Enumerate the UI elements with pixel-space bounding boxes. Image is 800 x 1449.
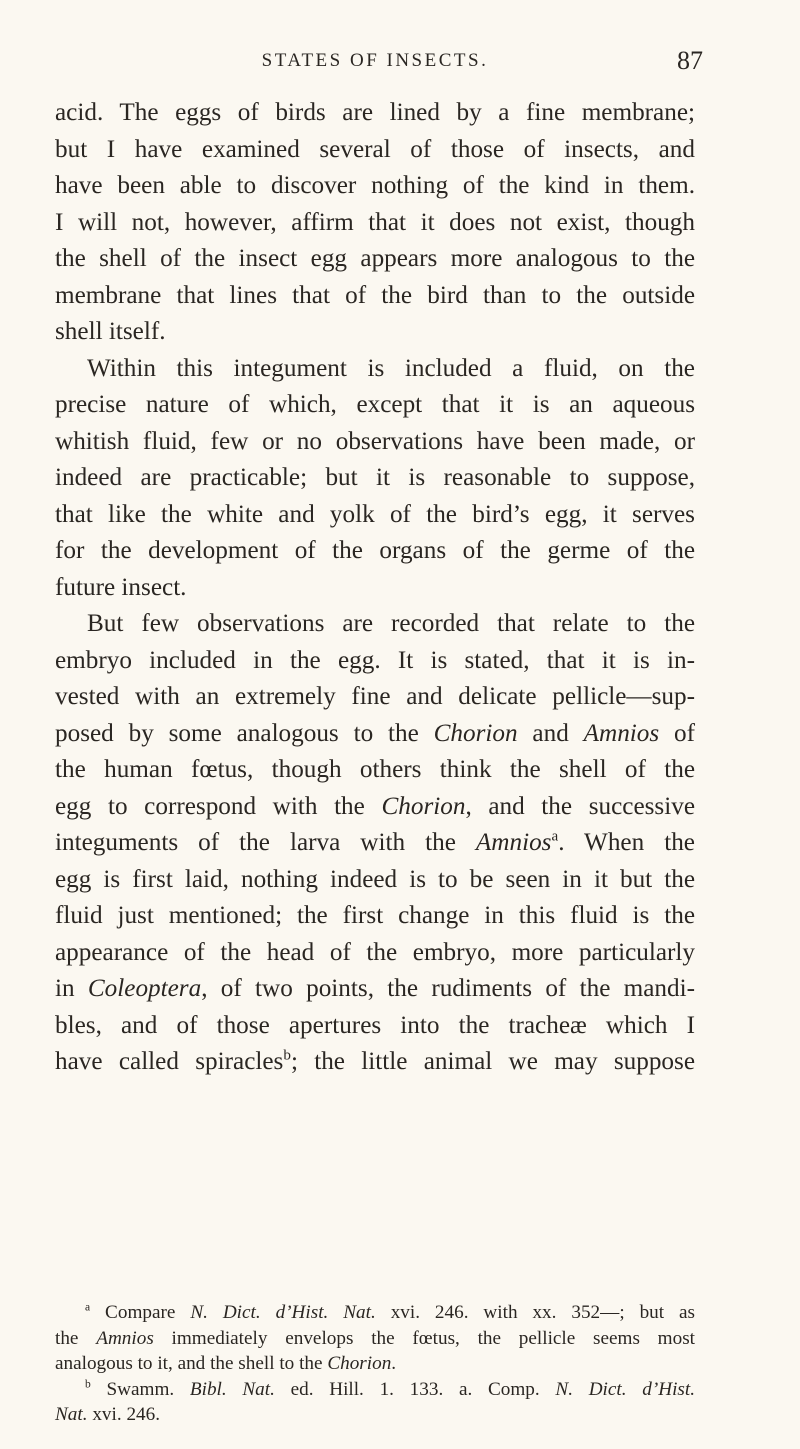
text-line: indeed are practicable; but it is reasonable to suppose,	[55, 464, 695, 491]
text-line: appearance of the head of the embryo, more particularly	[55, 938, 695, 966]
paragraph-start: But few observations are recorded that relate to the	[87, 610, 695, 637]
text-line: fluid just mentioned; the first change in this fluid is the	[55, 902, 695, 929]
text-line: vested with an extremely fine and delicate pellicle—sup-	[55, 683, 695, 710]
text-line: but I have examined several of those of insects, and	[55, 135, 695, 163]
text-line: that like the white and yolk of the bird’s egg, it serves	[55, 500, 695, 528]
footnote-a-line: the Amnios immediately envelops the fœtus, the pellicle seems most	[55, 1327, 695, 1349]
footnote-mark: b	[85, 1378, 91, 1391]
footnote-ref-b: b	[283, 1047, 291, 1064]
footnote-b-line: Nat. xvi. 246.	[55, 1404, 161, 1426]
italic-term: Chorion	[381, 792, 466, 820]
text-line: acid. The eggs of birds are lined by a fine membrane;	[55, 99, 695, 126]
page-number: 87	[677, 46, 703, 75]
italic-term: Chorion	[433, 719, 518, 747]
italic-term: Amnios	[583, 719, 660, 747]
text-line: posed by some analogous to the Chorion and Amnios of	[55, 719, 696, 747]
footnote-mark: a	[85, 1301, 91, 1314]
page-header	[55, 46, 703, 84]
text-line: have called spiracles$^b$; the little animal we may suppose	[55, 1047, 696, 1075]
text-line: bles, and of those apertures into the tracheæ which I	[55, 1011, 695, 1039]
text-line: future insect.	[55, 573, 187, 601]
text-line: for the development of the organs of the germe of the	[55, 537, 695, 564]
text-line: in Coleoptera, of two points, the rudiments of the mandi-	[55, 975, 695, 1002]
text-line: embryo included in the egg. It is stated, that it is in-	[55, 646, 695, 674]
text-line: have been able to discover nothing of the kind in them.	[55, 172, 695, 199]
footnotes	[55, 1300, 695, 1428]
text-line: the human fœtus, though others think the shell of the	[55, 756, 695, 783]
footnote-b: $^b$ Swamm. Bibl. Nat. ed. Hill. 1. 133. a. Comp. N. Dict. d’Hist.	[85, 1378, 695, 1400]
text-line: integuments of the larva with the Amnios$^a$. When the	[55, 828, 695, 856]
text-line: membrane that lines that of the bird than to the outside	[55, 281, 695, 309]
running-title: STATES OF INSECTS.	[261, 50, 489, 71]
body-text	[55, 95, 695, 1081]
italic-term: Amnios	[475, 829, 552, 856]
paragraph-start: Within this integument is included a fluid, on the	[87, 354, 695, 382]
text-line: egg to correspond with the Chorion, and the successive	[55, 792, 695, 820]
footnote-ref-a: a	[551, 828, 559, 845]
footnote-a: $^a$ Compare N. Dict. d’Hist. Nat. xvi. 246. with xx. 352—; but as	[85, 1301, 695, 1323]
text-line: whitish fluid, few or no observations have been made, or	[55, 427, 695, 455]
text-line: egg is first laid, nothing indeed is to be seen in it but the	[55, 865, 695, 893]
text-line: shell itself.	[55, 318, 166, 345]
footnote-a-line: analogous to it, and the shell to the Chorion.	[55, 1353, 397, 1375]
text-line: I will not, however, affirm that it does not exist, though	[55, 208, 695, 236]
italic-term: Coleoptera	[87, 975, 202, 1002]
text-line: the shell of the insect egg appears more analogous to the	[55, 245, 695, 272]
text-line: precise nature of which, except that it is an aqueous	[55, 391, 695, 418]
